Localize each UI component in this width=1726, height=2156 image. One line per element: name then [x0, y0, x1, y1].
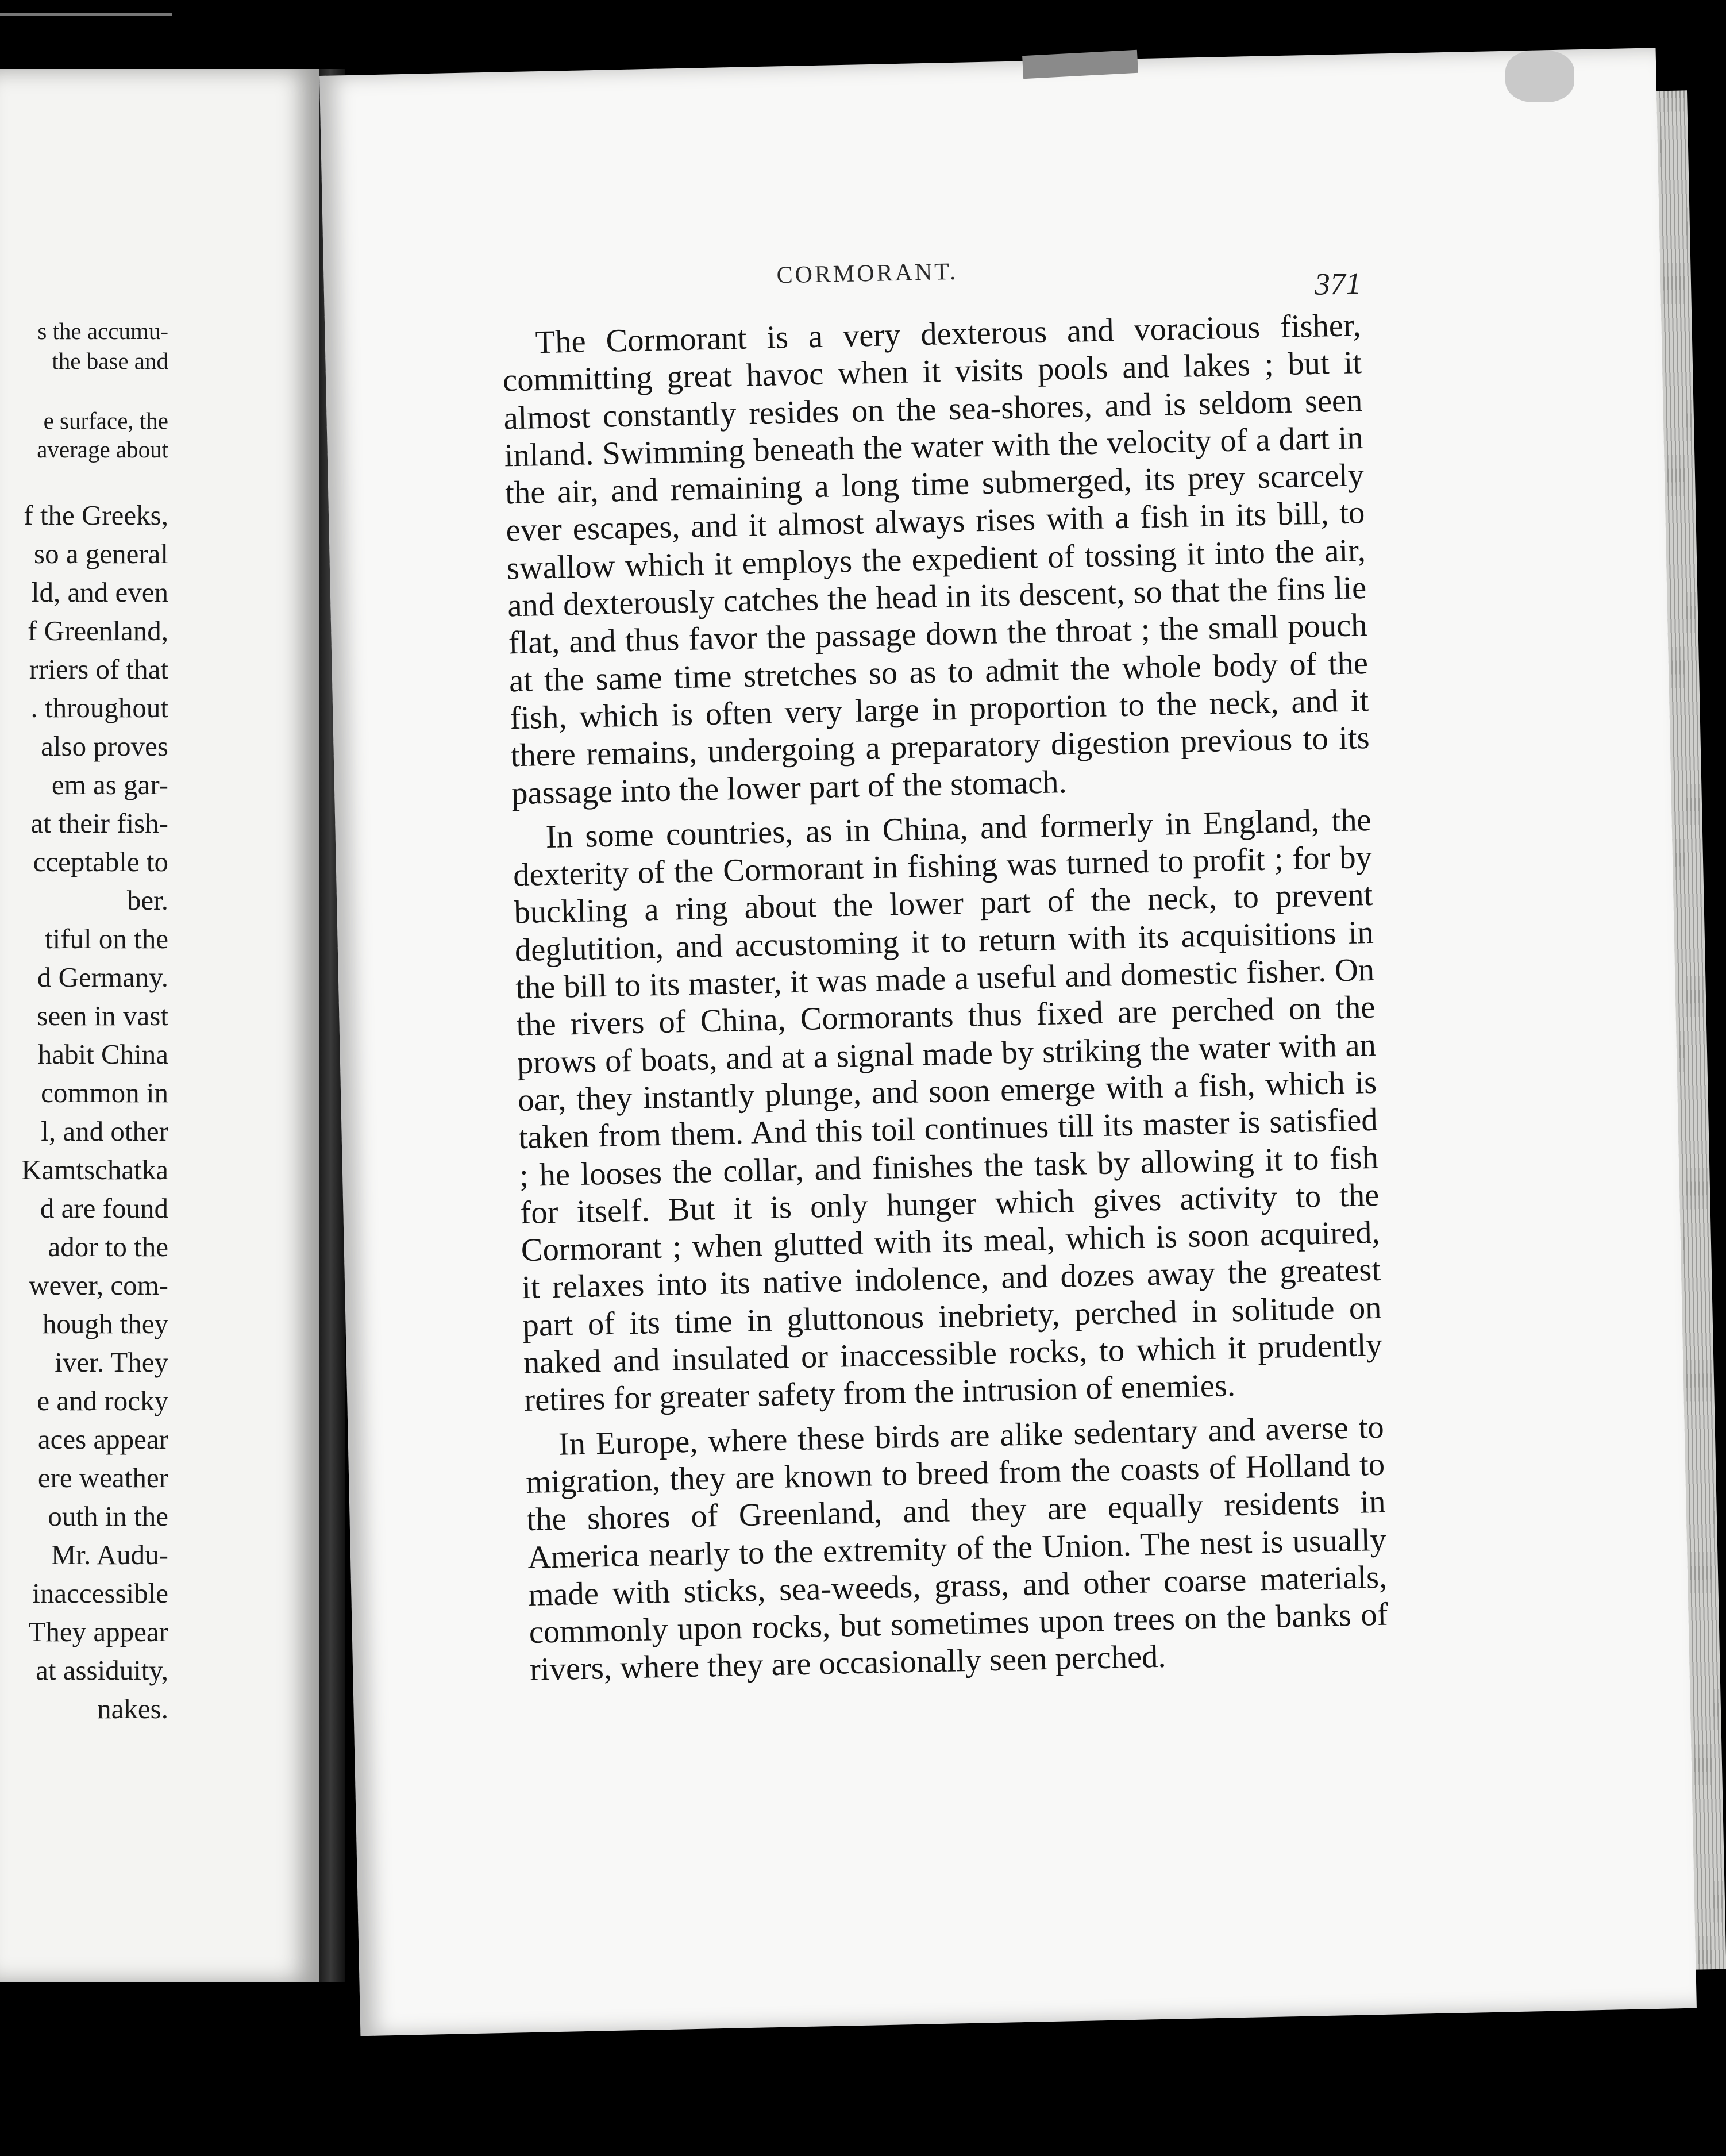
left-page-line: average about [37, 436, 168, 463]
left-page-line: nakes. [97, 1693, 168, 1724]
left-page-line: e and rocky [37, 1385, 168, 1416]
body-text [502, 307, 1389, 1696]
left-page-line: e surface, the [43, 407, 168, 434]
scan-artifact [0, 13, 172, 16]
left-page-line: ere weather [37, 1462, 168, 1493]
left-page-line: at assiduity, [36, 1654, 168, 1686]
paragraph: The Cormorant is a very dexterous and voracious fisher, committing great havoc when it visits pools and lakes ; but it almost constantly resides on the sea-shores, and is seldom seen inland. Swimming beneath the water with the velocity of a dart in the air, and remaining a long time submerged, its prey scarcely ever escapes, and it almost always rises with a fish in its bill, to swallow which it employs the expedient of tossing it into the air, and dexterously catches the head in its descent, so that the fins lie flat, and thus favor the passage down the throat ; the small pouch at the same time stretches so as to admit the whole body of the fish, which is often very large in proportion to the neck, and it there remains, undergoing a preparatory digestion previous to its passage into the lower part of the stomach. [502, 307, 1370, 811]
left-page-line: common in [41, 1077, 168, 1108]
left-page-line: They appear [28, 1616, 168, 1647]
left-page-line: the base and [52, 348, 168, 374]
paragraph: In Europe, where these birds are alike sedentary and averse to migration, they are known to breed from the coasts of Holland to the shores of Greenland, and they are equally residents in America nearly to the extremity of the Union. The nest is usually made with sticks, sea-weeds, grass, and other coarse materials, commonly upon rocks, but sometimes upon trees on the banks of rivers, where they are occasionally seen perched. [525, 1409, 1389, 1688]
left-page-line: seen in vast [37, 1000, 168, 1031]
left-page-line: outh in the [48, 1500, 168, 1532]
paragraph: In some countries, as in China, and formerly in England, the dexterity of the Cormorant in fishing was turned to profit ; for by buckling a ring about the lower part of the neck, to prevent deglutition, and accustoming it to return with its acquisitions in the bill to its master, it was made a useful and domestic fisher. On the rivers of China, Cormorants thus fixed are perched on the prows of boats, and at a signal made by striking the water with an oar, they instantly plunge, and soon emerge with a fish, which is taken from them. And this toil continues till its master is satisfied ; he looses the collar, and finishes the task by allowing it to fish for itself. But it is only hunger which gives activity to the Cormorant ; when glutted with its meal, which is soon acquired, it relaxes into its native indolence, and dozes away the greatest part of its time in gluttonous inebriety, perched in solitude on naked and insulated or inaccessible rocks, to which it prudently retires for greater safety from the intrusion of enemies. [513, 802, 1383, 1419]
left-page-line: wever, com- [29, 1269, 168, 1301]
page-number: 371 [1314, 266, 1362, 302]
left-page-line: l, and other [41, 1115, 168, 1147]
left-facing-page [0, 69, 319, 1982]
left-page-line: ld, and even [31, 576, 168, 608]
left-page-line: rriers of that [29, 653, 168, 685]
left-page-line: ador to the [48, 1231, 168, 1262]
left-page-line: inaccessible [32, 1577, 168, 1609]
left-page-line: at their fish- [30, 807, 168, 839]
left-page-line: iver. They [55, 1346, 168, 1378]
left-page-line: also proves [41, 730, 168, 762]
left-page-line: Kamtschatka [21, 1154, 168, 1185]
left-page-line: tiful on the [44, 923, 168, 954]
running-head: CORMORANT. [776, 258, 958, 289]
left-page-line: . throughout [30, 692, 168, 723]
left-page-line: em as gar- [51, 769, 168, 800]
left-page-line: f the Greeks, [24, 499, 168, 531]
left-page-line: aces appear [37, 1423, 168, 1455]
left-page-line: d Germany. [37, 961, 168, 993]
scan-artifact [1505, 51, 1574, 102]
right-page [319, 48, 1697, 2036]
left-page-line: d are found [40, 1192, 168, 1224]
left-page-line: Mr. Audu- [51, 1539, 168, 1570]
left-page-line: habit China [37, 1038, 168, 1070]
left-page-line: ber. [126, 884, 168, 916]
left-page-line: hough they [42, 1308, 168, 1339]
left-page-line: s the accumu- [37, 318, 168, 344]
left-page-line: cceptable to [33, 846, 168, 877]
left-page-line: so a general [34, 538, 168, 569]
left-page-line: f Greenland, [28, 615, 168, 646]
